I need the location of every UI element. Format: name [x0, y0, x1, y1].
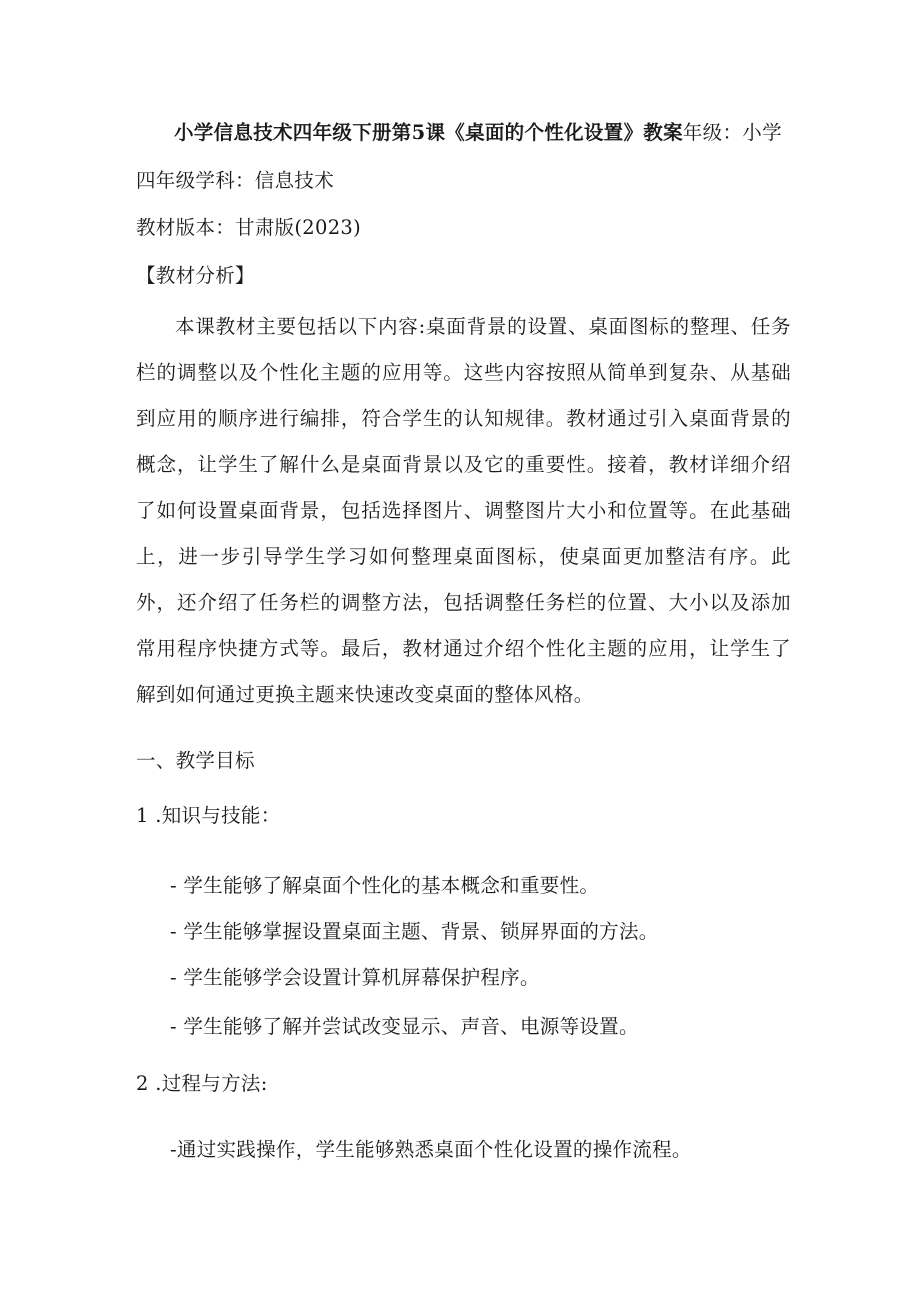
analysis-paragraph: 本课教材主要包括以下内容:桌面背景的设置、桌面图标的整理、任务栏的调整以及个性化主题的应用等。这些内容按照从简单到复杂、从基础到应用的顺序进行编排，符合学生的认知规律。教材通过引入桌面背景的概念，让学生了解什么是桌面背景以及它的重要性。接着，教材详细介绍了如何设置桌面背景，包括选择图片、调整图片大小和位置等。在此基础上，进一步引导学生学习如何整理桌面图标，使桌面更加整洁有序。此外，还介绍了任务栏的调整方法，包括调整任务栏的位置、大小以及添加常用程序快捷方式等。最后，教材通过介绍个性化主题的应用，让学生了解到如何通过更换主题来快速改变桌面的整体风格。	[136, 315, 791, 706]
section-heading-analysis: 【教材分析】	[136, 264, 255, 287]
document-title: 小学信息技术四年级下册第5课《桌面的个性化设置》教案	[174, 121, 683, 144]
grade-label: 年级：小学	[682, 121, 782, 144]
goal1-item: - 学生能够掌握设置桌面主题、背景、锁屏界面的方法。	[170, 920, 659, 943]
document-title-line	[174, 118, 782, 148]
edition-line: 教材版本：甘肃版(2023)	[136, 216, 362, 239]
goal1-item: - 学生能够学会设置计算机屏幕保护程序。	[170, 966, 540, 989]
goal1-item: - 学生能够了解并尝试改变显示、声音、电源等设置。	[170, 1015, 639, 1038]
section-heading-goals: 一、教学目标	[136, 749, 255, 772]
goal2-item: -通过实践操作，学生能够熟悉桌面个性化设置的操作流程。	[170, 1138, 692, 1161]
goal1-item: - 学生能够了解桌面个性化的基本概念和重要性。	[170, 874, 600, 897]
grade-subject-line: 四年级学科：信息技术	[136, 169, 335, 192]
goal1-heading: 1 .知识与技能：	[136, 804, 281, 827]
goal2-heading: 2 .过程与方法:	[136, 1072, 268, 1095]
